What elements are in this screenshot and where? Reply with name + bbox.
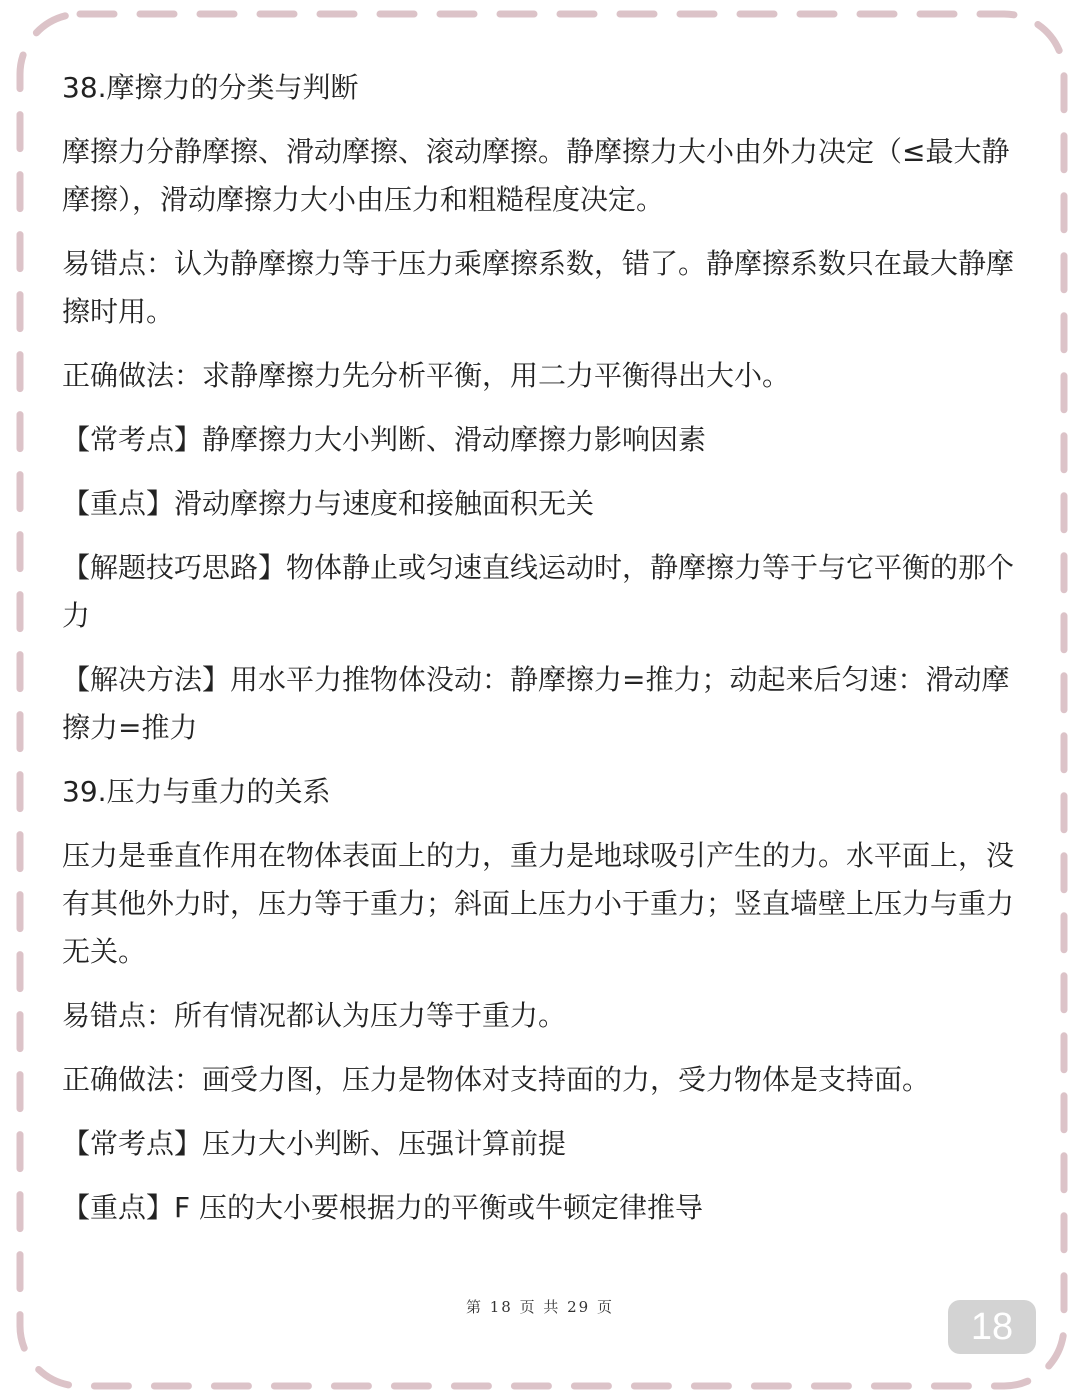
- paragraph-common-mistake-2: 易错点：所有情况都认为压力等于重力。: [62, 999, 567, 1032]
- paragraph-correct-method: 正确做法：求静摩擦力先分析平衡，用二力平衡得出大小。: [62, 359, 791, 392]
- paragraph-friction-types: 摩擦力分静摩擦、滑动摩擦、滚动摩擦。静摩擦力大小由外力决定（≤最大静摩擦），滑动摩擦力大小由压力和粗糙程度决定。: [62, 135, 1010, 216]
- paragraph-common-mistake: 易错点：认为静摩擦力等于压力乘摩擦系数，错了。静摩擦系数只在最大静摩擦时用。: [62, 247, 1015, 328]
- paragraph-solution-method: 【解决方法】用水平力推物体没动：静摩擦力=推力；动起来后匀速：滑动摩擦力=推力: [62, 663, 1010, 744]
- paragraph-correct-method-2: 正确做法：画受力图，压力是物体对支持面的力，受力物体是支持面。: [62, 1063, 931, 1096]
- section-heading-38: 38.摩擦力的分类与判断: [62, 71, 359, 104]
- section-heading-39: 39.压力与重力的关系: [62, 775, 331, 808]
- paragraph-key-point-2: 【重点】F 压的大小要根据力的平衡或牛顿定律推导: [62, 1191, 704, 1224]
- paragraph-exam-points: 【常考点】静摩擦力大小判断、滑动摩擦力影响因素: [62, 423, 707, 456]
- paragraph-key-point: 【重点】滑动摩擦力与速度和接触面积无关: [62, 487, 595, 520]
- content-area: [62, 64, 1022, 1248]
- page-footer: 第 18 页 共 29 页: [465, 1298, 614, 1316]
- page-number-badge: 18: [948, 1300, 1036, 1354]
- paragraph-pressure-gravity: 压力是垂直作用在物体表面上的力，重力是地球吸引产生的力。水平面上，没有其他外力时，压力等于重力；斜面上压力小于重力；竖直墙壁上压力与重力无关。: [62, 839, 1015, 968]
- paragraph-exam-points-2: 【常考点】压力大小判断、压强计算前提: [62, 1127, 567, 1160]
- paragraph-solving-tips: 【解题技巧思路】物体静止或匀速直线运动时，静摩擦力等于与它平衡的那个力: [62, 551, 1015, 632]
